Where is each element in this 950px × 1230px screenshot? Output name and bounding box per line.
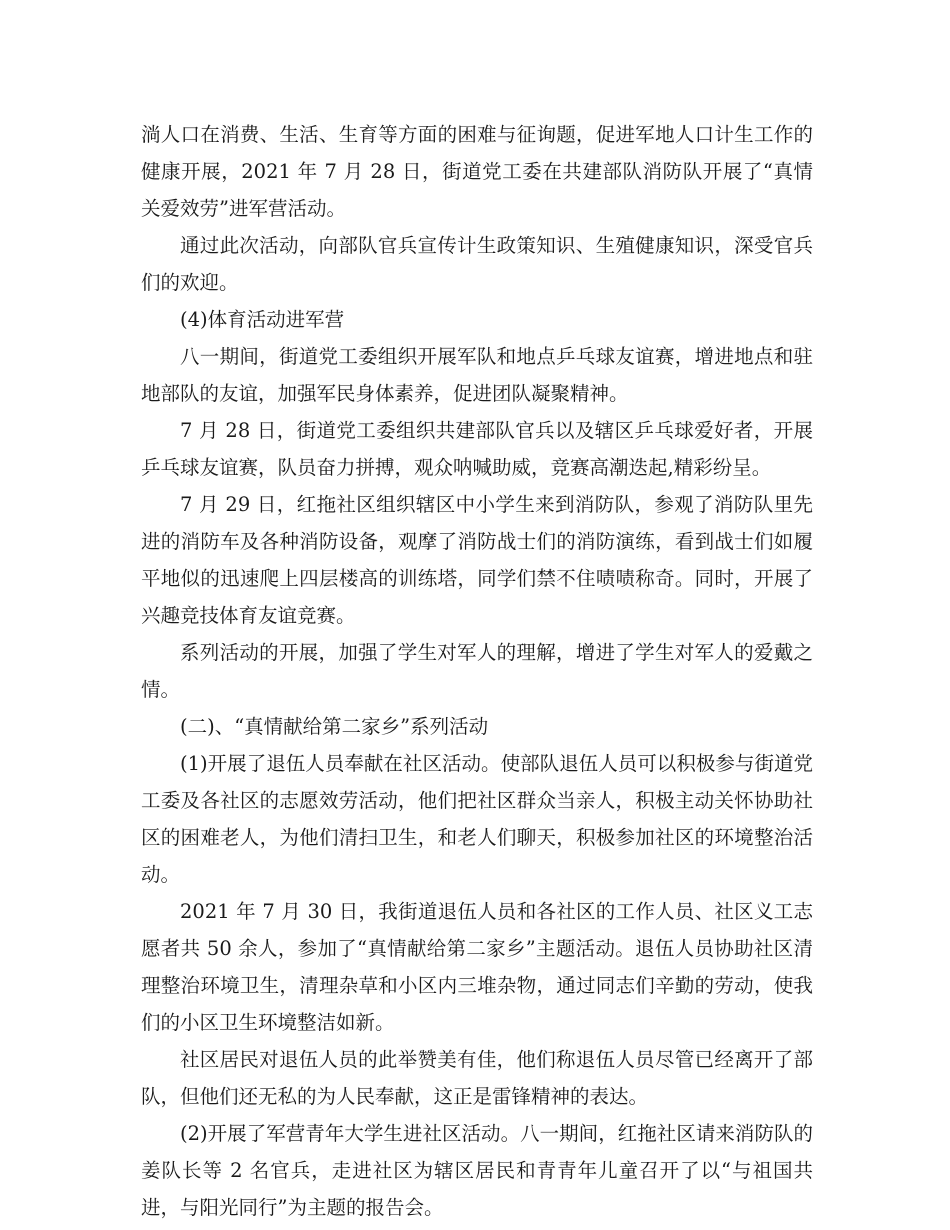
section-heading: (二)、“真情献给第二家乡”系列活动 [180, 715, 489, 738]
paragraph: 2021 年 7 月 30 日，我街道退伍人员和各社区的工作人员、社区义工志愿者共 50 余人，参加了“真情献给第二家乡”主题活动。退伍人员协助社区清理整治环境卫生，清理杂草和小区内三堆杂物，通过同志们辛勤的劳动，使我们的小区卫生环境整洁如新。 [141, 900, 813, 1034]
paragraph: (2)开展了军营青年大学生进社区活动。八一期间，红拖社区请来消防队的姜队长等 2 名官兵，走进社区为辖区居民和青青年儿童召开了以“与祖国共进，与阳光同行”为主题的报告会。 [141, 1122, 813, 1219]
paragraph: 社区居民对退伍人员的此举赞美有佳，他们称退伍人员尽管已经离开了部队，但他们还无私的为人民奉献，这正是雷锋精神的表达。 [141, 1048, 813, 1108]
paragraph: (1)开展了退伍人员奉献在社区活动。使部队退伍人员可以积极参与街道党工委及各社区的志愿效劳活动，他们把社区群众当亲人，积极主动关怀协助社区的困难老人，为他们清扫卫生，和老人们聊天，积极参加社区的环境整治活动。 [141, 752, 813, 886]
paragraph: 系列活动的开展，加强了学生对军人的理解，增进了学生对军人的爱戴之情。 [141, 641, 813, 701]
paragraph: 通过此次活动，向部队官兵宣传计生政策知识、生殖健康知识，深受官兵们的欢迎。 [141, 234, 813, 294]
paragraph: 7 月 29 日，红拖社区组织辖区中小学生来到消防队，参观了消防队里先进的消防车及各种消防设备，观摩了消防战士们的消防演练，看到战士们如履平地似的迅速爬上四层楼高的训练塔，同学们禁不住啧啧称奇。同时，开展了兴趣竞技体育友谊竞赛。 [141, 493, 813, 627]
paragraph: 八一期间，街道党工委组织开展军队和地点乒乓球友谊赛，增进地点和驻地部队的友谊，加强军民身体素养，促进团队凝聚精神。 [141, 345, 813, 405]
paragraph: 7 月 28 日，街道党工委组织共建部队官兵以及辖区乒乓球爱好者，开展乒乓球友谊赛，队员奋力拼搏，观众呐喊助威，竞赛高潮迭起,精彩纷呈。 [141, 419, 813, 479]
paragraph: 淌人口在消费、生活、生育等方面的困难与征询题，促进军地人口计生工作的健康开展，2021 年 7 月 28 日，街道党工委在共建部队消防队开展了“真情关爱效劳”进军营活动。 [141, 123, 813, 220]
section-heading: (4)体育活动进军营 [180, 308, 345, 331]
document-body [141, 116, 813, 1226]
